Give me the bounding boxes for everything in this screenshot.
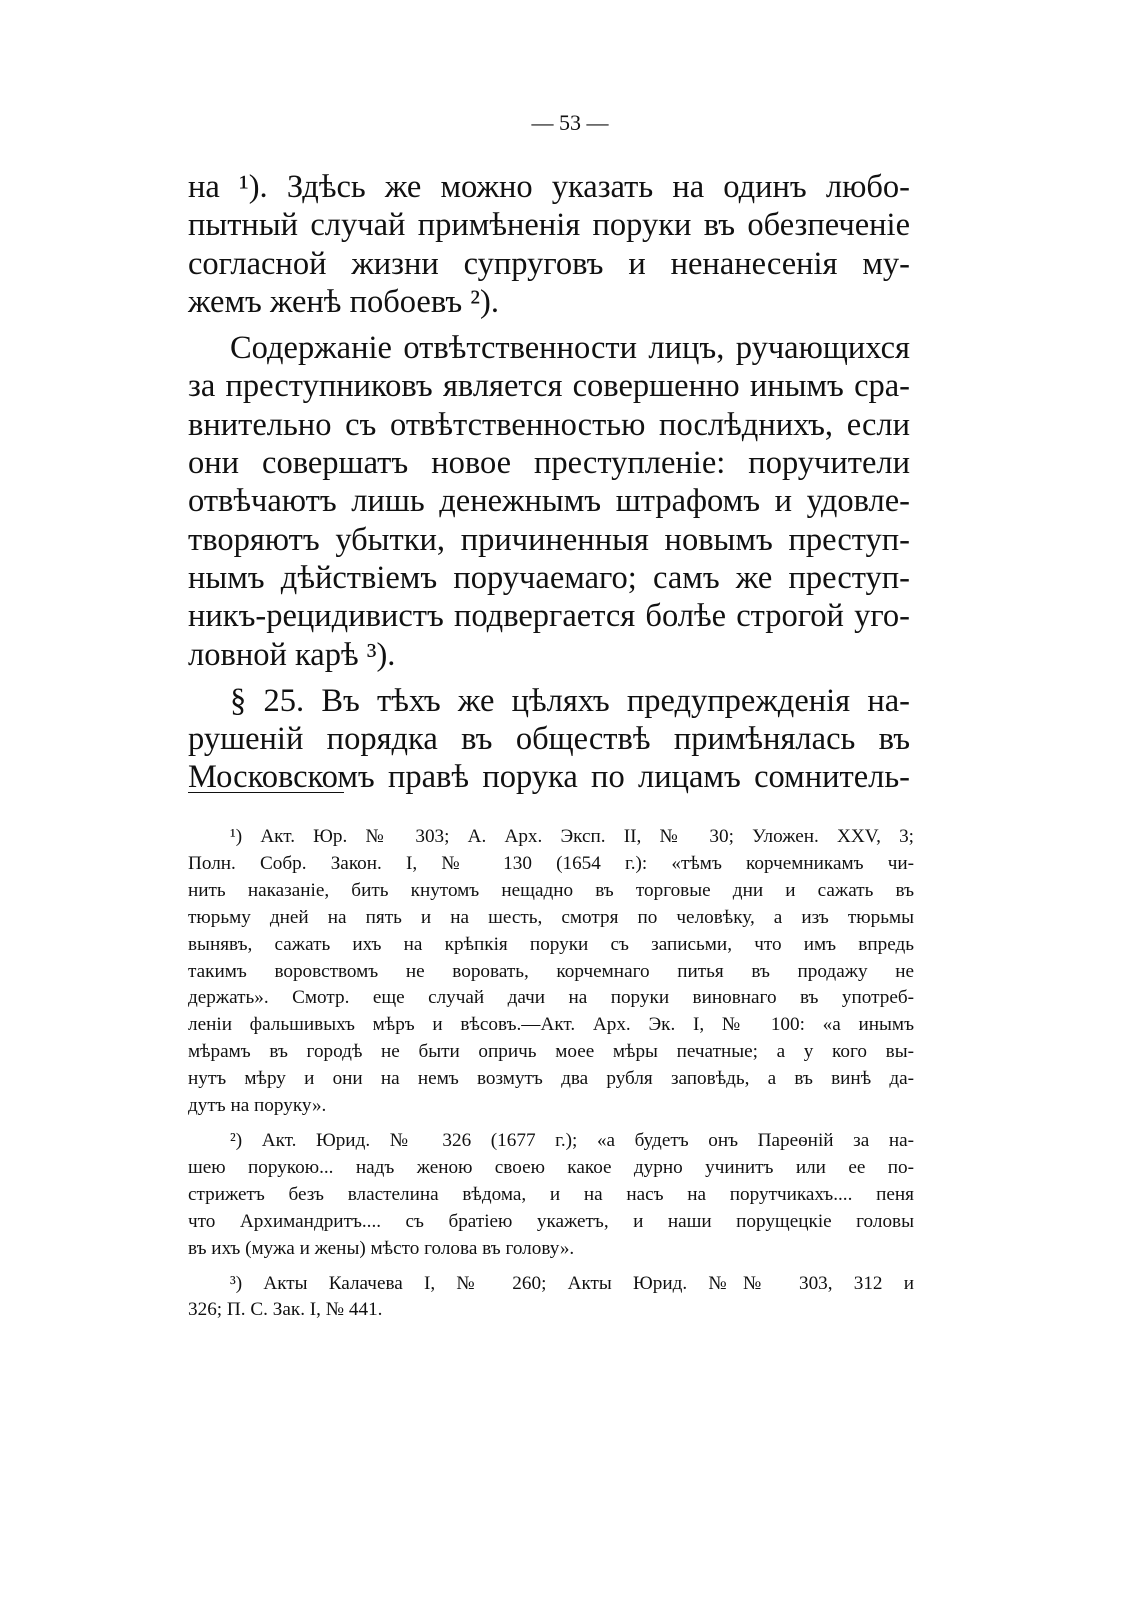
main-text xyxy=(188,168,910,797)
footnote xyxy=(188,824,914,1120)
footnote-line: ²) Акт. Юрид. № 326 (1677 г.); «а будетъ онъ Пареѳній за на- xyxy=(230,1129,914,1151)
footnote-line: шею порукою... надъ женою своею какое дурно учинитъ или ее по- xyxy=(188,1156,914,1178)
footnote-line: нить наказаніе, бить кнутомъ нещадно въ торговые дни и сажать въ xyxy=(188,879,914,901)
footnote xyxy=(188,1271,914,1325)
text-line: внительно съ отвѣтственностью послѣднихъ, если xyxy=(188,406,910,443)
page-number: — 53 — xyxy=(531,110,609,135)
text-line: отвѣчаютъ лишь денежнымъ штрафомъ и удовле- xyxy=(188,483,910,520)
footnote-line: дутъ на поруку». xyxy=(188,1095,327,1117)
text-line: они совершатъ новое преступленіе: поручители xyxy=(188,445,910,482)
footnotes xyxy=(188,824,914,1324)
text-line: ловной карѣ ³). xyxy=(188,636,396,673)
footnote-line: что Архимандритъ.... съ братіею укажетъ, и наши порущецкіе головы xyxy=(188,1210,914,1232)
text-line: творяютъ убытки, причиненныя новымъ преступ- xyxy=(188,521,910,558)
text-line: нымъ дѣйствіемъ поручаемаго; самъ же преступ- xyxy=(188,559,910,596)
footnote-line: нутъ мѣру и они на немъ возмутъ два рубля заповѣдь, а въ винѣ да- xyxy=(188,1068,914,1090)
text-line: рушеній порядка въ обществѣ примѣнялась въ xyxy=(188,721,910,758)
footnote-line: 326; П. С. Зак. I, № 441. xyxy=(188,1299,383,1321)
text-line: за преступниковъ является совершенно инымъ сра- xyxy=(188,368,910,405)
paragraph xyxy=(188,682,910,797)
footnote-line: мѣрамъ въ городѣ не быти опричь моее мѣры печатные; а у кого вы- xyxy=(188,1041,914,1063)
footnote-line: въ ихъ (мужа и жены) мѣсто голова въ голову». xyxy=(188,1237,575,1259)
text-line: жемъ женѣ побоевъ ²). xyxy=(188,283,499,320)
footnote-line: леніи фальшивыхъ мѣръ и вѣсовъ.—Акт. Арх. Эк. I, № 100: «а инымъ xyxy=(188,1014,914,1036)
text-line: согласной жизни супруговъ и ненанесенія му- xyxy=(188,245,910,282)
text-line: пытный случай примѣненія поруки въ обезпеченіе xyxy=(188,207,910,244)
paragraph xyxy=(188,329,910,674)
footnote-line: стрижетъ безъ властелина вѣдома, и на насъ на порутчикахъ.... пеня xyxy=(188,1183,914,1205)
text-line: Московскомъ правѣ порука по лицамъ сомнитель- xyxy=(188,759,910,796)
text-line: на ¹). Здѣсь же можно указать на одинъ любо- xyxy=(188,169,910,205)
footnote-line: тюрьму дней на пять и на шесть, смотря по человѣку, а изъ тюрьмы xyxy=(188,906,914,928)
text-line: никъ-рецидивистъ подвергается болѣе строгой уго- xyxy=(188,598,910,635)
footnote-line: ¹) Акт. Юр. № 303; А. Арх. Эксп. II, № 30; Уложен. XXV, 3; xyxy=(230,826,914,847)
footnote-line: Полн. Собр. Закон. I, № 130 (1654 г.): «тѣмъ корчемникамъ чи- xyxy=(188,852,914,874)
paragraph xyxy=(188,168,910,321)
footnote xyxy=(188,1128,914,1263)
footnote-line: держать». Смотр. еще случай дачи на поруки виновнаго въ употреб- xyxy=(188,987,914,1009)
footnote-line: вынявъ, сажать ихъ на крѣпкія поруки съ записьми, что имъ впредь xyxy=(188,933,914,955)
footnote-line: ³) Акты Калачева I, № 260; Акты Юрид. №№ 303, 312 и xyxy=(230,1272,914,1294)
footnote-separator xyxy=(188,792,344,793)
text-line: § 25. Въ тѣхъ же цѣляхъ предупрежденія на- xyxy=(230,682,910,719)
footnote-line: такимъ воровствомъ не воровать, корчемнаго питья въ продажу не xyxy=(188,960,914,982)
text-line: Содержаніе отвѣтственности лицъ, ручающихся xyxy=(230,330,910,367)
